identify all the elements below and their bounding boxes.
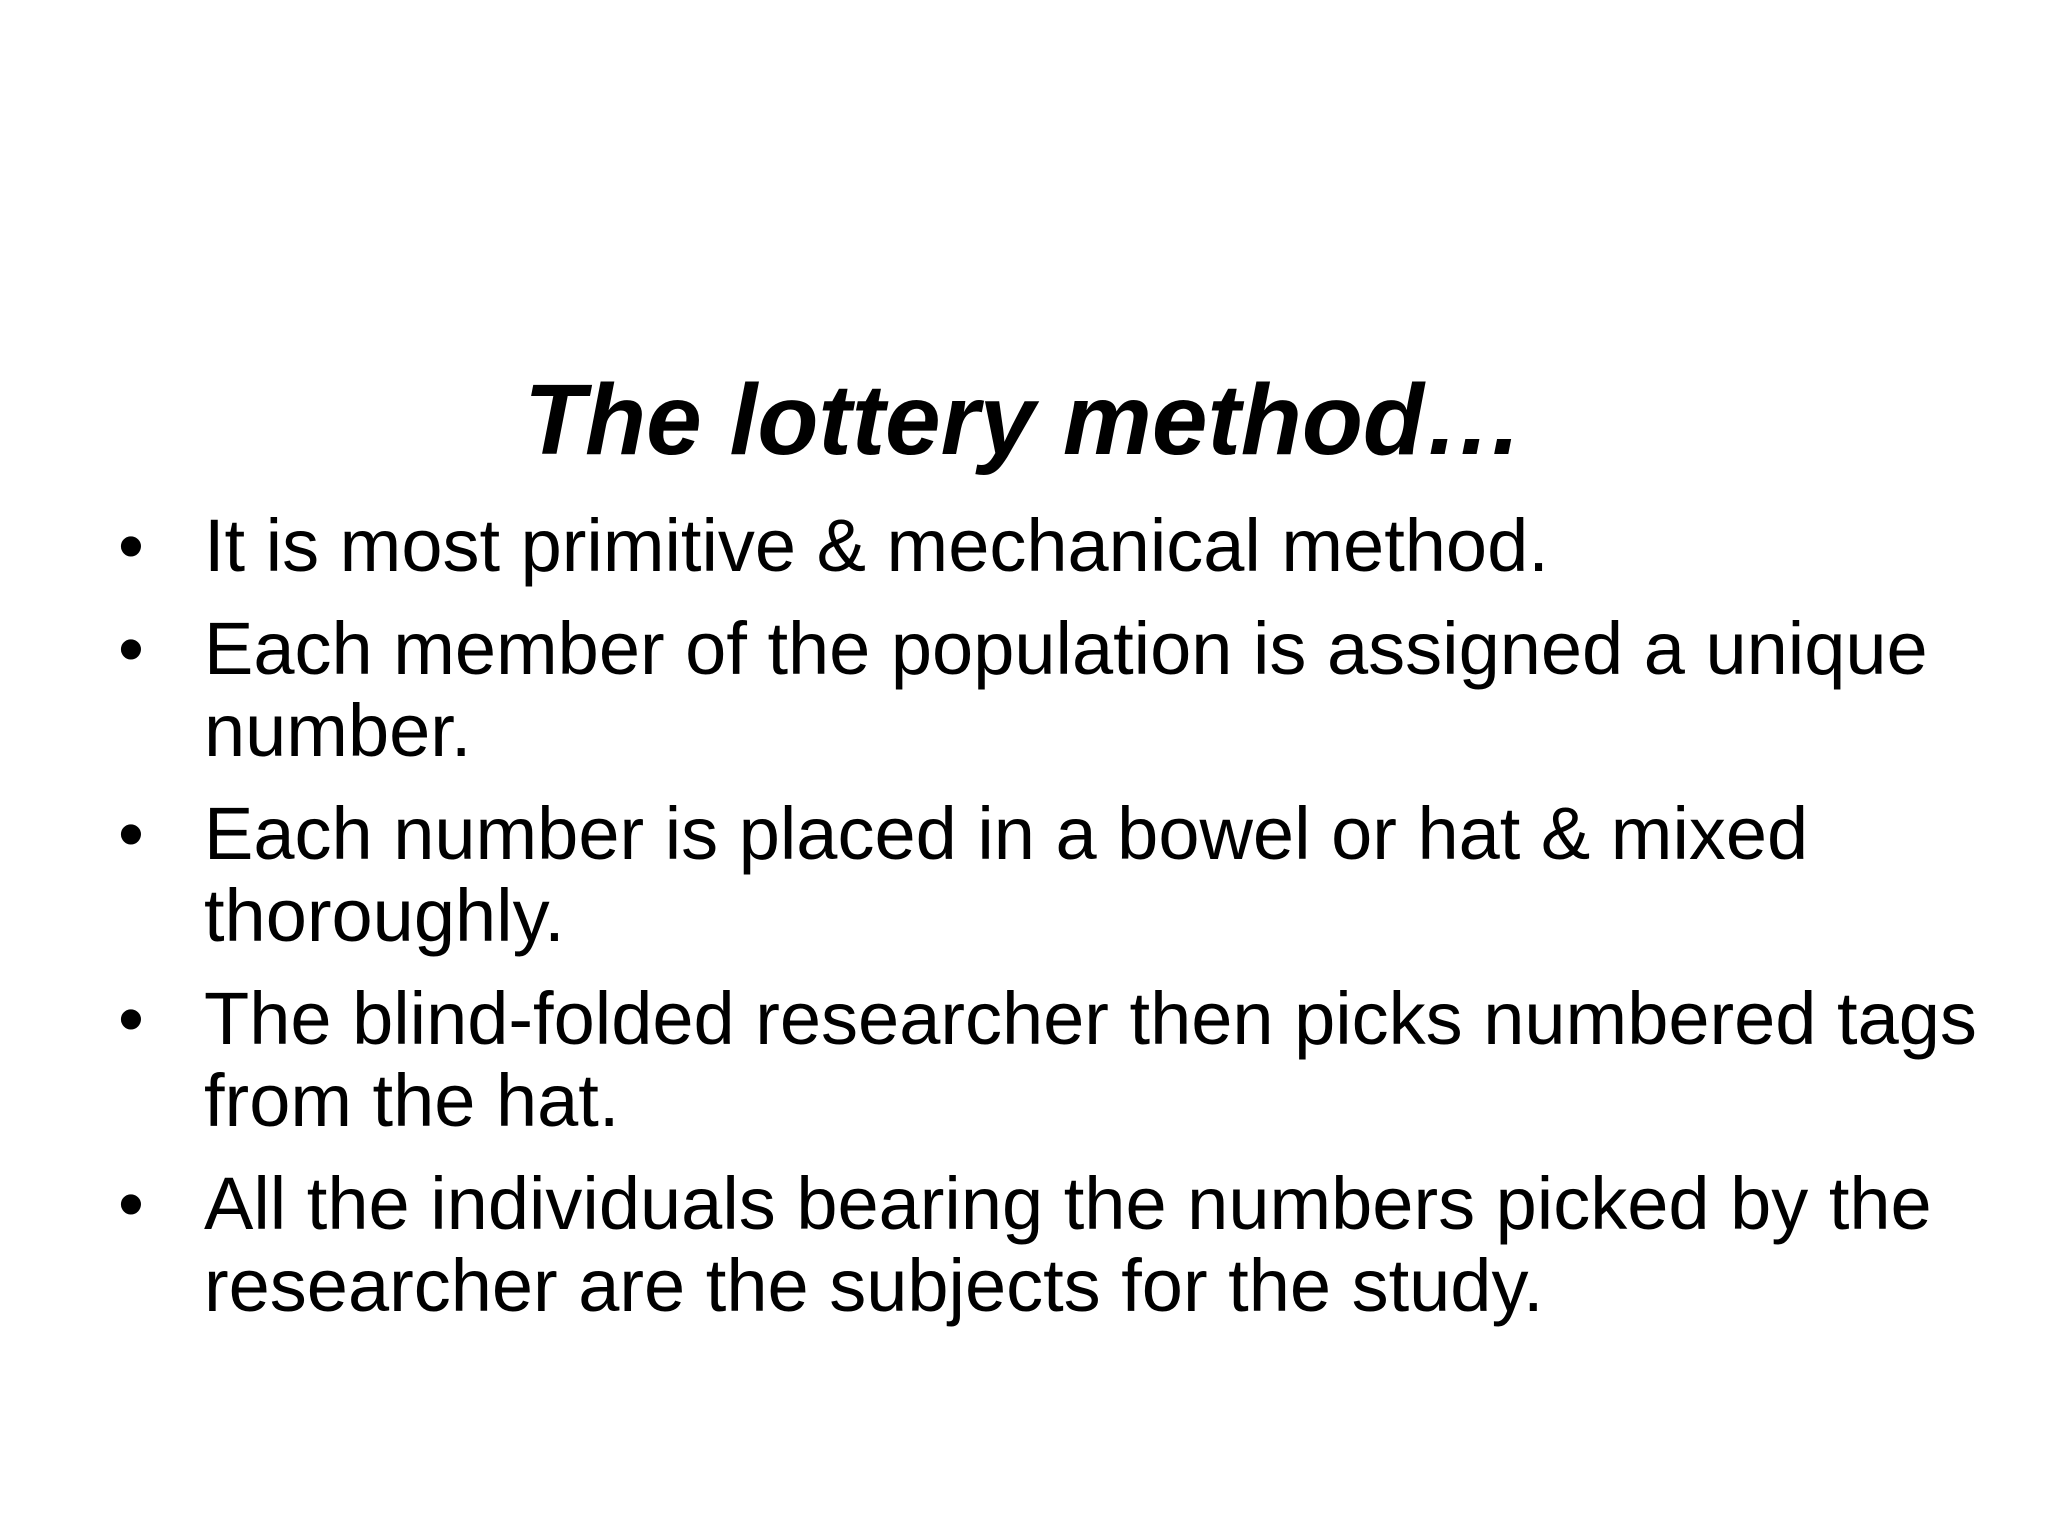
bullet-item <box>118 978 1978 1142</box>
bullet-text: Each member of the population is assigned a unique number. <box>204 607 1928 772</box>
slide-title: The lottery method… <box>523 364 1525 476</box>
bullet-item <box>118 793 1978 957</box>
bullet-item <box>118 505 1978 587</box>
bullet-item <box>118 608 1978 772</box>
bullet-dot-icon: • <box>118 1162 144 1245</box>
bullet-item <box>118 1163 1978 1327</box>
bullet-dot-icon: • <box>118 792 144 875</box>
bullet-text: It is most primitive & mechanical method. <box>204 504 1549 587</box>
bullet-text: The blind-folded researcher then picks numbered tags from the hat. <box>204 977 1977 1142</box>
bullet-dot-icon: • <box>118 504 144 587</box>
bullet-dot-icon: • <box>118 607 144 690</box>
bullet-dot-icon: • <box>118 977 144 1060</box>
bullet-text: All the individuals bearing the numbers picked by the researcher are the subjects for the study. <box>204 1162 1932 1327</box>
bullet-text: Each number is placed in a bowel or hat & mixed thoroughly. <box>204 792 1809 957</box>
bullet-list <box>118 505 1978 1348</box>
